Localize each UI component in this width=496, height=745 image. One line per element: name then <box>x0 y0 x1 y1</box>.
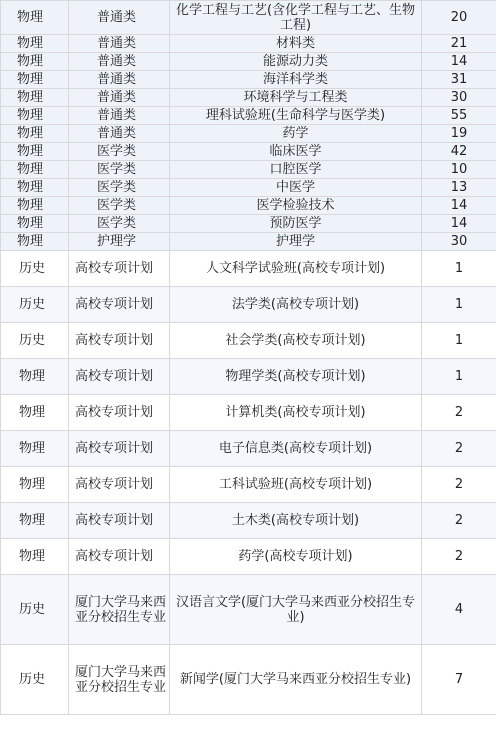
category-cell: 厦门大学马来西亚分校招生专业 <box>69 645 170 715</box>
count-cell: 14 <box>422 53 496 71</box>
subject-cell: 物理 <box>1 35 69 53</box>
count-cell: 1 <box>422 287 496 323</box>
major-cell: 汉语言文学(厦门大学马来西亚分校招生专业) <box>170 575 422 645</box>
table-row <box>1 35 496 53</box>
major-cell: 药学(高校专项计划) <box>170 539 422 575</box>
table-row <box>1 179 496 197</box>
subject-cell: 物理 <box>1 179 69 197</box>
count-cell: 2 <box>422 395 496 431</box>
major-cell: 海洋科学类 <box>170 71 422 89</box>
category-cell: 高校专项计划 <box>69 359 170 395</box>
count-cell: 31 <box>422 71 496 89</box>
subject-cell: 物理 <box>1 539 69 575</box>
category-cell: 高校专项计划 <box>69 323 170 359</box>
count-cell: 2 <box>422 539 496 575</box>
count-cell: 19 <box>422 125 496 143</box>
table-row <box>1 89 496 107</box>
category-cell: 医学类 <box>69 161 170 179</box>
major-cell: 口腔医学 <box>170 161 422 179</box>
table-row <box>1 645 496 715</box>
count-cell: 1 <box>422 323 496 359</box>
category-cell: 普通类 <box>69 125 170 143</box>
major-cell: 临床医学 <box>170 143 422 161</box>
major-cell: 工科试验班(高校专项计划) <box>170 467 422 503</box>
table-row <box>1 287 496 323</box>
subject-cell: 物理 <box>1 89 69 107</box>
major-cell: 材料类 <box>170 35 422 53</box>
major-cell: 计算机类(高校专项计划) <box>170 395 422 431</box>
category-cell: 医学类 <box>69 143 170 161</box>
category-cell: 高校专项计划 <box>69 431 170 467</box>
subject-cell: 历史 <box>1 251 69 287</box>
subject-cell: 历史 <box>1 287 69 323</box>
count-cell: 13 <box>422 179 496 197</box>
count-cell: 4 <box>422 575 496 645</box>
subject-cell: 物理 <box>1 53 69 71</box>
major-cell: 能源动力类 <box>170 53 422 71</box>
category-cell: 普通类 <box>69 53 170 71</box>
subject-cell: 物理 <box>1 125 69 143</box>
category-cell: 普通类 <box>69 1 170 35</box>
table-row <box>1 323 496 359</box>
subject-cell: 物理 <box>1 71 69 89</box>
count-cell: 1 <box>422 251 496 287</box>
major-cell: 医学检验技术 <box>170 197 422 215</box>
table-row <box>1 503 496 539</box>
table-row <box>1 1 496 35</box>
count-cell: 30 <box>422 89 496 107</box>
table-row <box>1 467 496 503</box>
count-cell: 1 <box>422 359 496 395</box>
table-row <box>1 215 496 233</box>
major-cell: 人文科学试验班(高校专项计划) <box>170 251 422 287</box>
category-cell: 普通类 <box>69 107 170 125</box>
table-row <box>1 71 496 89</box>
table-row <box>1 161 496 179</box>
count-cell: 2 <box>422 467 496 503</box>
table-row <box>1 233 496 251</box>
table-row <box>1 53 496 71</box>
count-cell: 2 <box>422 503 496 539</box>
subject-cell: 物理 <box>1 1 69 35</box>
major-cell: 护理学 <box>170 233 422 251</box>
category-cell: 医学类 <box>69 215 170 233</box>
category-cell: 厦门大学马来西亚分校招生专业 <box>69 575 170 645</box>
count-cell: 30 <box>422 233 496 251</box>
major-cell: 电子信息类(高校专项计划) <box>170 431 422 467</box>
category-cell: 医学类 <box>69 197 170 215</box>
category-cell: 高校专项计划 <box>69 467 170 503</box>
category-cell: 普通类 <box>69 89 170 107</box>
category-cell: 高校专项计划 <box>69 287 170 323</box>
subject-cell: 物理 <box>1 161 69 179</box>
count-cell: 42 <box>422 143 496 161</box>
subject-cell: 物理 <box>1 233 69 251</box>
count-cell: 55 <box>422 107 496 125</box>
subject-cell: 物理 <box>1 395 69 431</box>
table-row <box>1 395 496 431</box>
category-cell: 高校专项计划 <box>69 251 170 287</box>
subject-cell: 物理 <box>1 503 69 539</box>
subject-cell: 历史 <box>1 323 69 359</box>
major-cell: 中医学 <box>170 179 422 197</box>
category-cell: 医学类 <box>69 179 170 197</box>
major-cell: 土木类(高校专项计划) <box>170 503 422 539</box>
subject-cell: 物理 <box>1 143 69 161</box>
count-cell: 20 <box>422 1 496 35</box>
table-row <box>1 197 496 215</box>
subject-cell: 历史 <box>1 645 69 715</box>
subject-cell: 物理 <box>1 107 69 125</box>
subject-cell: 物理 <box>1 431 69 467</box>
table-row <box>1 107 496 125</box>
major-cell: 环境科学与工程类 <box>170 89 422 107</box>
count-cell: 7 <box>422 645 496 715</box>
major-cell: 新闻学(厦门大学马来西亚分校招生专业) <box>170 645 422 715</box>
category-cell: 高校专项计划 <box>69 539 170 575</box>
count-cell: 10 <box>422 161 496 179</box>
table-row <box>1 359 496 395</box>
subject-cell: 物理 <box>1 215 69 233</box>
count-cell: 2 <box>422 431 496 467</box>
count-cell: 14 <box>422 215 496 233</box>
major-cell: 法学类(高校专项计划) <box>170 287 422 323</box>
category-cell: 高校专项计划 <box>69 503 170 539</box>
subject-cell: 物理 <box>1 197 69 215</box>
category-cell: 高校专项计划 <box>69 395 170 431</box>
category-cell: 普通类 <box>69 71 170 89</box>
category-cell: 护理学 <box>69 233 170 251</box>
subject-cell: 物理 <box>1 467 69 503</box>
table-row <box>1 575 496 645</box>
subject-cell: 历史 <box>1 575 69 645</box>
category-cell: 普通类 <box>69 35 170 53</box>
major-cell: 化学工程与工艺(含化学工程与工艺、生物工程) <box>170 1 422 35</box>
count-cell: 14 <box>422 197 496 215</box>
major-cell: 社会学类(高校专项计划) <box>170 323 422 359</box>
major-cell: 理科试验班(生命科学与医学类) <box>170 107 422 125</box>
table-row <box>1 143 496 161</box>
major-cell: 药学 <box>170 125 422 143</box>
table-row <box>1 431 496 467</box>
subject-cell: 物理 <box>1 359 69 395</box>
count-cell: 21 <box>422 35 496 53</box>
major-cell: 预防医学 <box>170 215 422 233</box>
table-row <box>1 125 496 143</box>
major-cell: 物理学类(高校专项计划) <box>170 359 422 395</box>
table-row <box>1 539 496 575</box>
table-row <box>1 251 496 287</box>
